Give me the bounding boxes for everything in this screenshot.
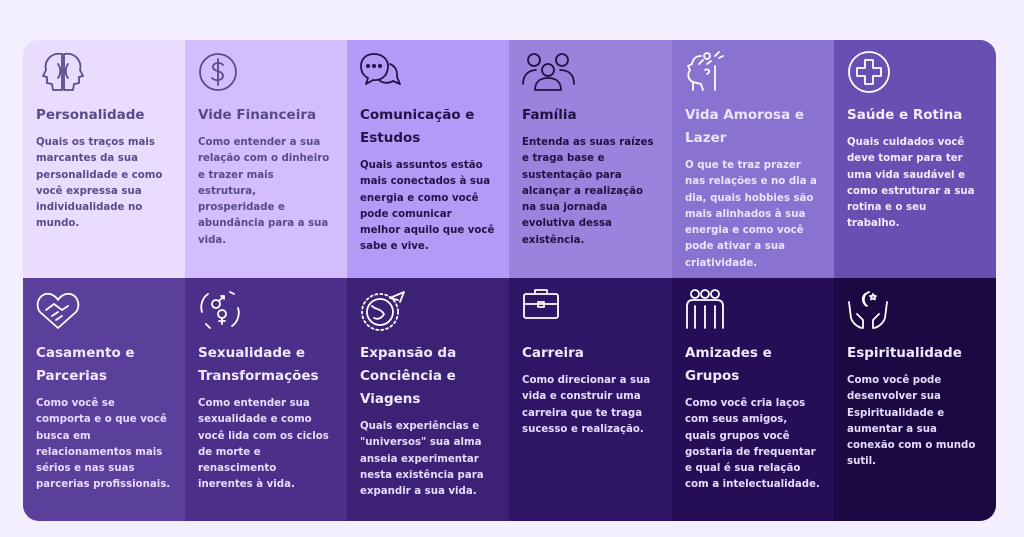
briefcase-icon	[522, 288, 576, 332]
card-description: Quais cuidados você deve tomar para ter uma vida saudável e como estruturar a sua rotina e o seu trabalho.	[847, 137, 975, 230]
card-description: Como você cria laços com seus amigos, quais grupos você gostaria de frequentar e qual é sua relação com a intelectualidade.	[685, 398, 820, 491]
card-familia	[509, 40, 672, 278]
health-cross-icon	[847, 50, 901, 94]
card-vida-financeira	[185, 40, 347, 278]
card-personalidade	[23, 40, 185, 278]
areas-grid	[23, 40, 996, 521]
gender-cycle-icon	[198, 288, 252, 332]
card-espiritualidade	[834, 278, 996, 521]
card-title: Saúde e Rotina	[847, 107, 963, 123]
card-description: Quais assuntos estão mais conectados à sua energia e como você pode comunicar melhor aquilo que você sabe e vive.	[360, 160, 495, 253]
card-amizades	[672, 278, 834, 521]
card-saude	[834, 40, 996, 278]
card-title: Comunicação e Estudos	[360, 107, 475, 146]
card-description: Quais os traços mais marcantes da sua personalidade e como você expressa sua individualidade no mundo.	[36, 137, 163, 230]
card-description: Como você pode desenvolver sua Espiritualidade e aumentar a sua conexão com o mundo sutil.	[847, 375, 976, 468]
card-title: Vide Financeira	[198, 107, 317, 123]
card-title: Casamento e Parcerias	[36, 345, 135, 384]
card-comunicacao	[347, 40, 509, 278]
card-title: Espiritualidade	[847, 345, 962, 361]
card-description: O que te traz prazer nas relações e no dia a dia, quais hobbies são mais alinhados à sua energia e como você pode ativar a sua criatividade.	[685, 160, 817, 269]
handshake-heart-icon	[36, 288, 90, 332]
card-casamento	[23, 278, 185, 521]
card-vida-amorosa	[672, 40, 834, 278]
card-description: Quais experiências e "universos" sua alma anseia experimentar nesta existência para expandir a sua vida.	[360, 421, 484, 498]
card-description: Entenda as suas raízes e traga base e sustentação para alcançar a realização na sua jornada evolutiva dessa existência.	[522, 137, 654, 246]
card-title: Vida Amorosa e Lazer	[685, 107, 805, 146]
card-carreira	[509, 278, 672, 521]
spiritual-hands-icon	[847, 288, 901, 332]
card-title: Expansão da Conciência e Viagens	[360, 345, 457, 407]
card-expansao	[347, 278, 509, 521]
card-sexualidade	[185, 278, 347, 521]
card-description: Como entender sua sexualidade e como você lida com os ciclos de morte e renascimento inerentes à vida.	[198, 398, 329, 491]
card-title: Família	[522, 107, 577, 123]
chat-bubbles-icon	[360, 50, 414, 94]
two-faces-icon	[36, 50, 90, 94]
creative-head-icon	[685, 50, 739, 94]
family-icon	[522, 50, 576, 94]
globe-plane-icon	[360, 288, 414, 332]
card-title: Personalidade	[36, 107, 145, 123]
dollar-coin-icon	[198, 50, 252, 94]
friends-group-icon	[685, 288, 739, 332]
card-title: Amizades e Grupos	[685, 345, 772, 384]
card-description: Como entender a sua relação com o dinheiro e trazer mais estrutura, prosperidade e abundância para a sua vida.	[198, 137, 330, 246]
card-title: Sexualidade e Transformações	[198, 345, 319, 384]
card-description: Como direcionar a sua vida e construir uma carreira que te traga sucesso e realização.	[522, 375, 651, 435]
card-title: Carreira	[522, 345, 584, 361]
card-description: Como você se comporta e o que você busca em relacionamentos mais sérios e nas suas parcerias profissionais.	[36, 398, 171, 491]
